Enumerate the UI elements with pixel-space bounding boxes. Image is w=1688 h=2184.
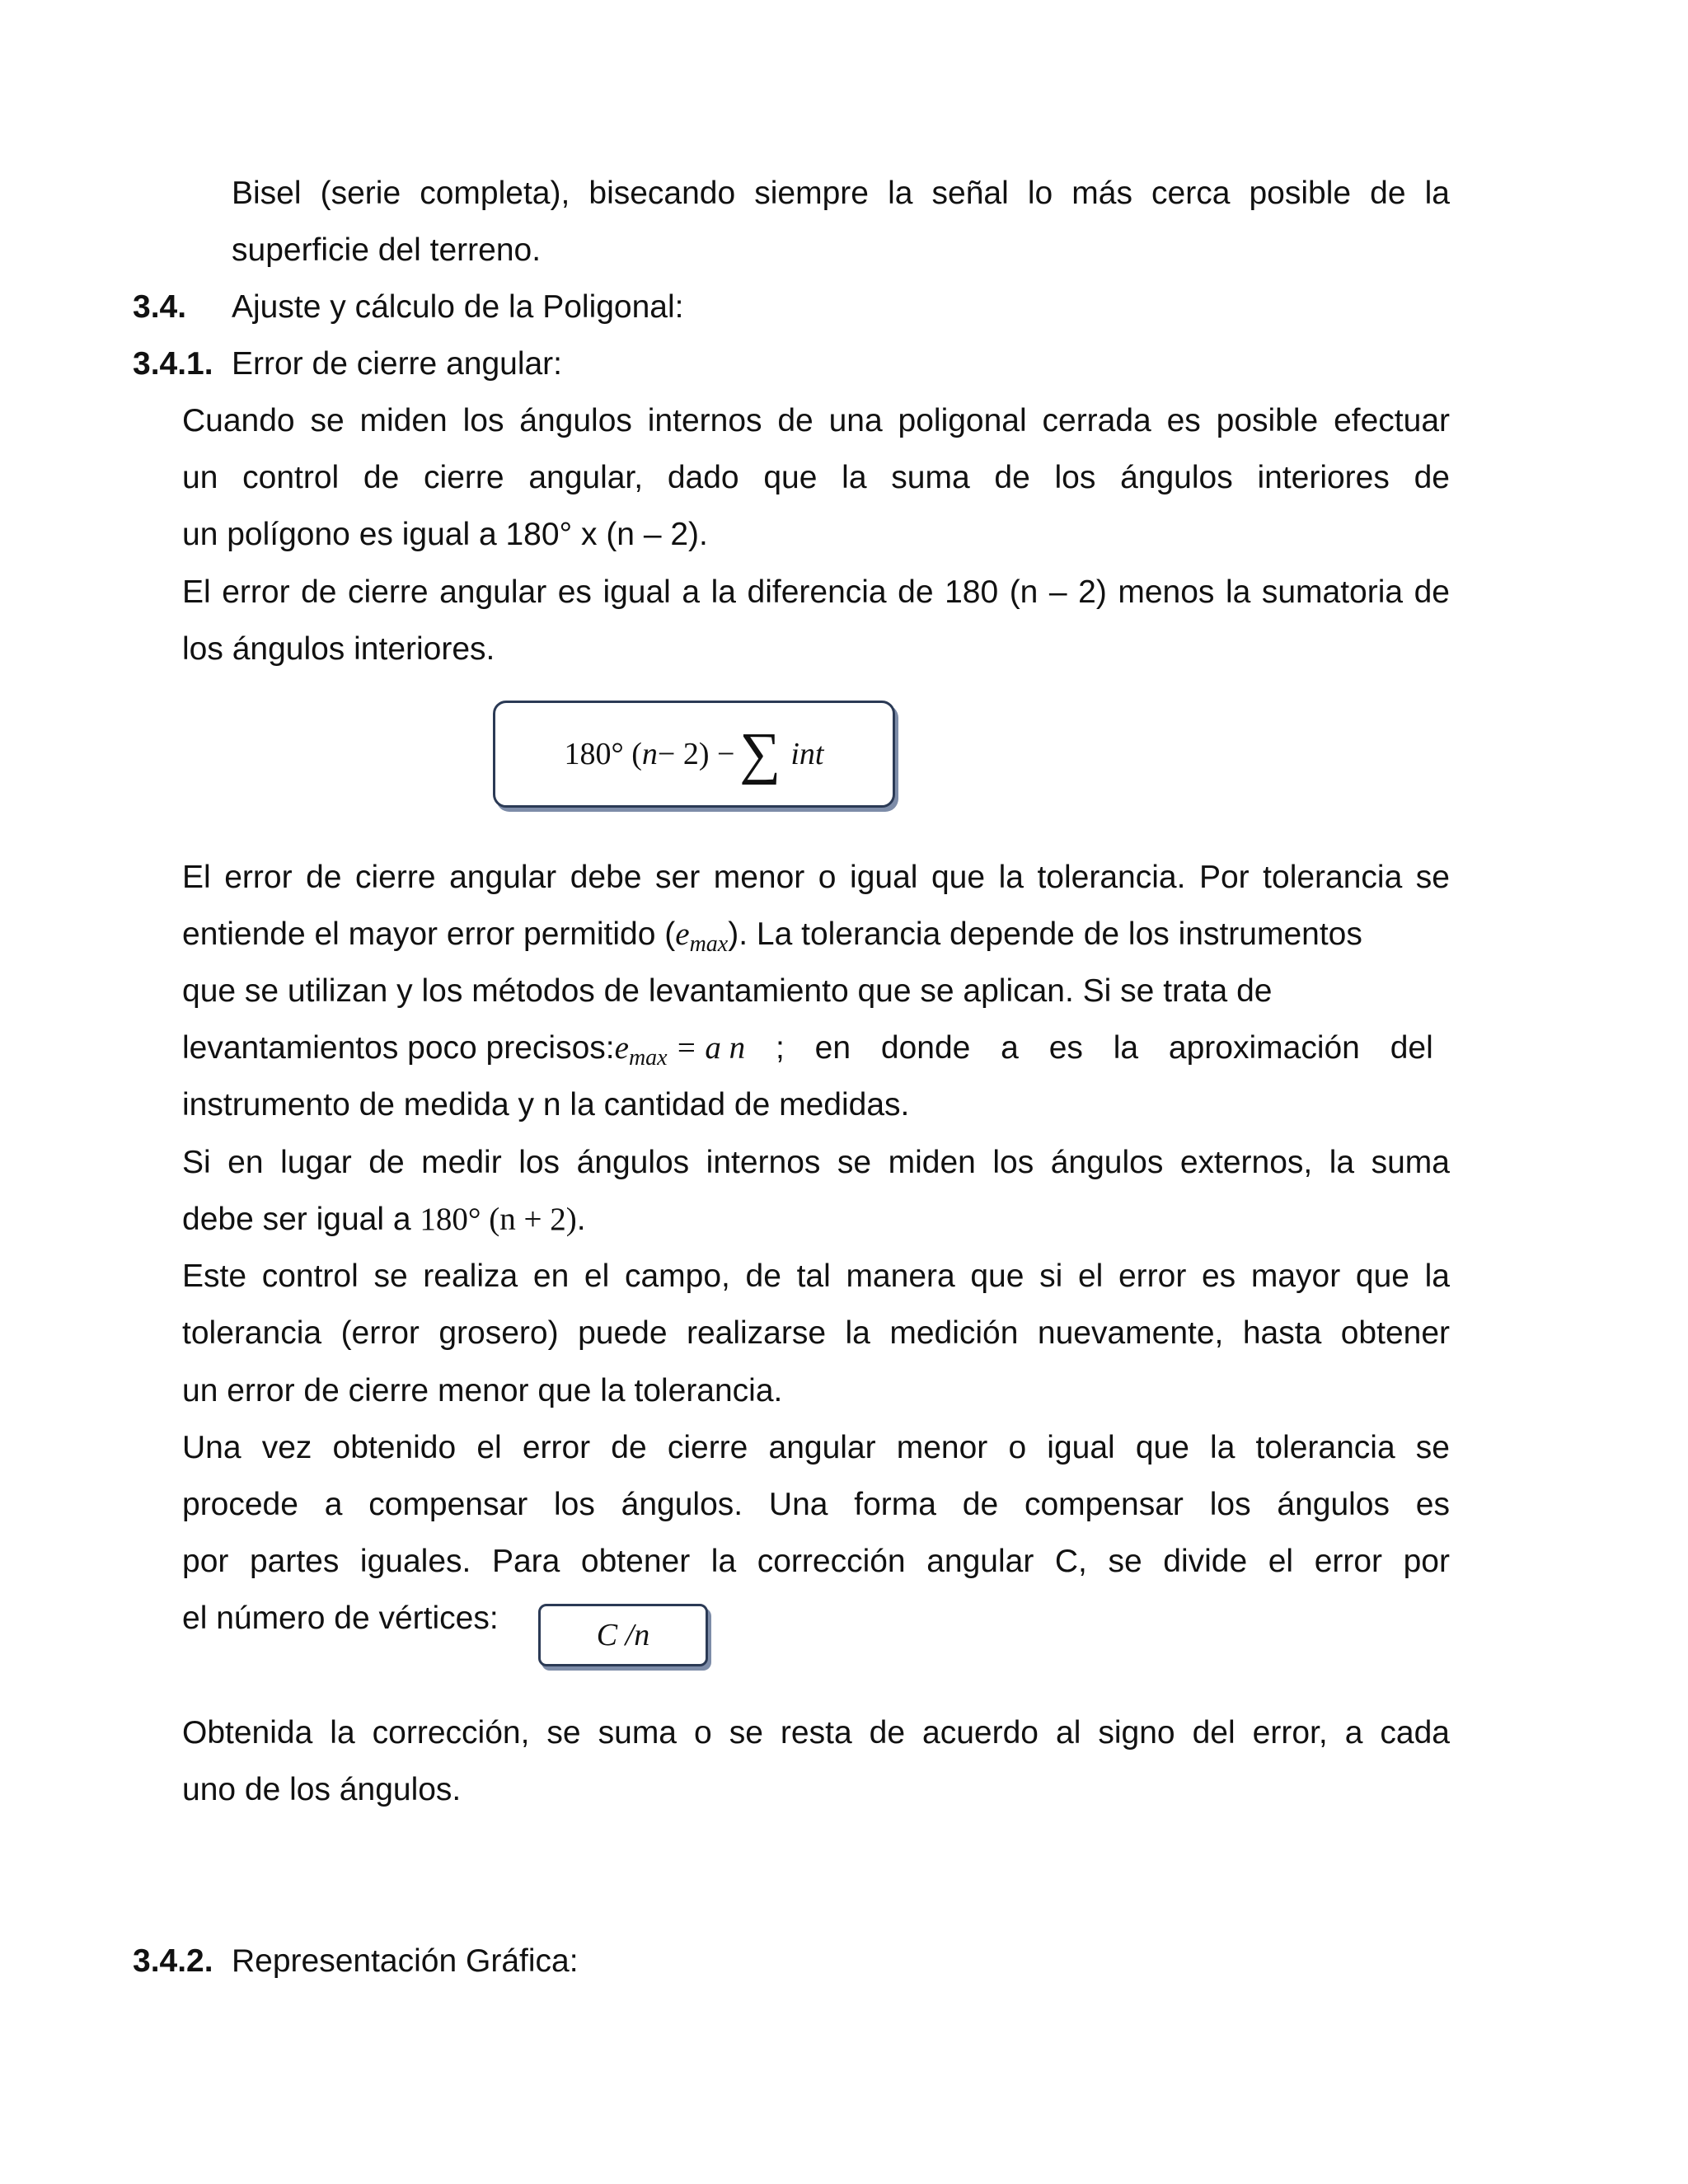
section-3-4-2-number: 3.4.2. [133,1943,213,1979]
p3-line-1: El error de cierre angular debe ser menor o igual que la tolerancia. Por tolerancia se [182,860,1450,895]
emax-subscript-2: max [628,1045,668,1071]
p6-line-3: por partes iguales. Para obtener la corrección angular C, se divide el error por [182,1544,1450,1579]
formula-n: n [641,737,658,771]
p4-line-1: Si en lugar de medir los ángulos internos se miden los ángulos externos, la suma [182,1145,1450,1180]
formula-prefix: 180° ( [564,737,642,771]
section-3-4-1-title: Error de cierre angular: [232,346,563,382]
p6-line-1: Una vez obtenido el error de cierre angular menor o igual que la tolerancia se [182,1430,1450,1465]
section-3-4-number: 3.4. [133,289,187,325]
p3-line-2-pre: entiende el mayor error permitido ( [182,916,676,952]
p7-line-1: Obtenida la corrección, se suma o se resta de acuerdo al signo del error, a cada [182,1715,1450,1750]
p5-line-3: un error de cierre menor que la tolerancia. [182,1373,783,1408]
p5-line-2: tolerancia (error grosero) puede realizarse la medición nuevamente, hasta obtener [182,1315,1450,1351]
bisel-line-2: superficie del terreno. [232,232,542,268]
p7-line-2: uno de los ángulos. [182,1772,462,1807]
bisel-line-1: Bisel (serie completa), bisecando siempre la señal lo más cerca posible de la [232,176,1450,211]
sigma-icon: ∑ [739,722,781,785]
p6-line-2: procede a compensar los ángulos. Una forma de compensar los ángulos es [182,1487,1450,1522]
p3-line-4-eq: = a n [667,1030,746,1066]
p1-line-2: un control de cierre angular, dado que la suma de los ángulos interiores de [182,460,1450,495]
closure-error-formula-box [493,701,895,808]
emax-symbol: e [675,916,690,952]
p2-line-2: los ángulos interiores. [182,631,495,667]
p6-line-4: el número de vértices: [182,1601,499,1636]
p3-line-4 [182,1029,1433,1077]
emax-symbol-2: e [614,1030,629,1066]
p4-line-2 [182,1201,586,1239]
p5-line-1: Este control se realiza en el campo, de tal manera que si el error es mayor que la [182,1258,1450,1294]
formula-middle: − 2) − [657,737,735,771]
p2-line-1: El error de cierre angular es igual a la diferencia de 180 (n – 2) menos la sumatoria de [182,574,1450,610]
correction-formula-box [538,1604,708,1666]
p1-line-1: Cuando se miden los ángulos internos de una poligonal cerrada es posible efectuar [182,403,1450,438]
correction-formula-text: C /n [596,1618,650,1652]
section-3-4-title: Ajuste y cálculo de la Poligonal: [232,289,684,325]
emax-subscript: max [689,931,729,957]
p4-line-2-pre: debe ser igual a [182,1202,420,1237]
p3-line-4-post: ; en donde a es la aproximación del [745,1030,1433,1066]
section-3-4-2-title: Representación Gráfica: [232,1943,579,1979]
p3-line-2 [182,916,1450,963]
p3-line-2-content [182,916,1362,963]
p1-line-3: un polígono es igual a 180° x (n – 2). [182,517,708,552]
p3-line-4-pre: levantamientos poco precisos: [182,1030,615,1066]
formula-int: int [790,737,824,771]
p3-line-2-post: ). La tolerancia depende de los instrumentos [728,916,1362,952]
p3-line-3: que se utilizan y los métodos de levantamiento que se aplican. Si se trata de [182,973,1273,1009]
p3-line-5: instrumento de medida y n la cantidad de medidas. [182,1087,910,1122]
section-3-4-1-number: 3.4.1. [133,346,213,382]
p4-line-2-post: . [576,1202,586,1237]
p4-line-2-math: 180° (n + 2) [420,1202,577,1237]
